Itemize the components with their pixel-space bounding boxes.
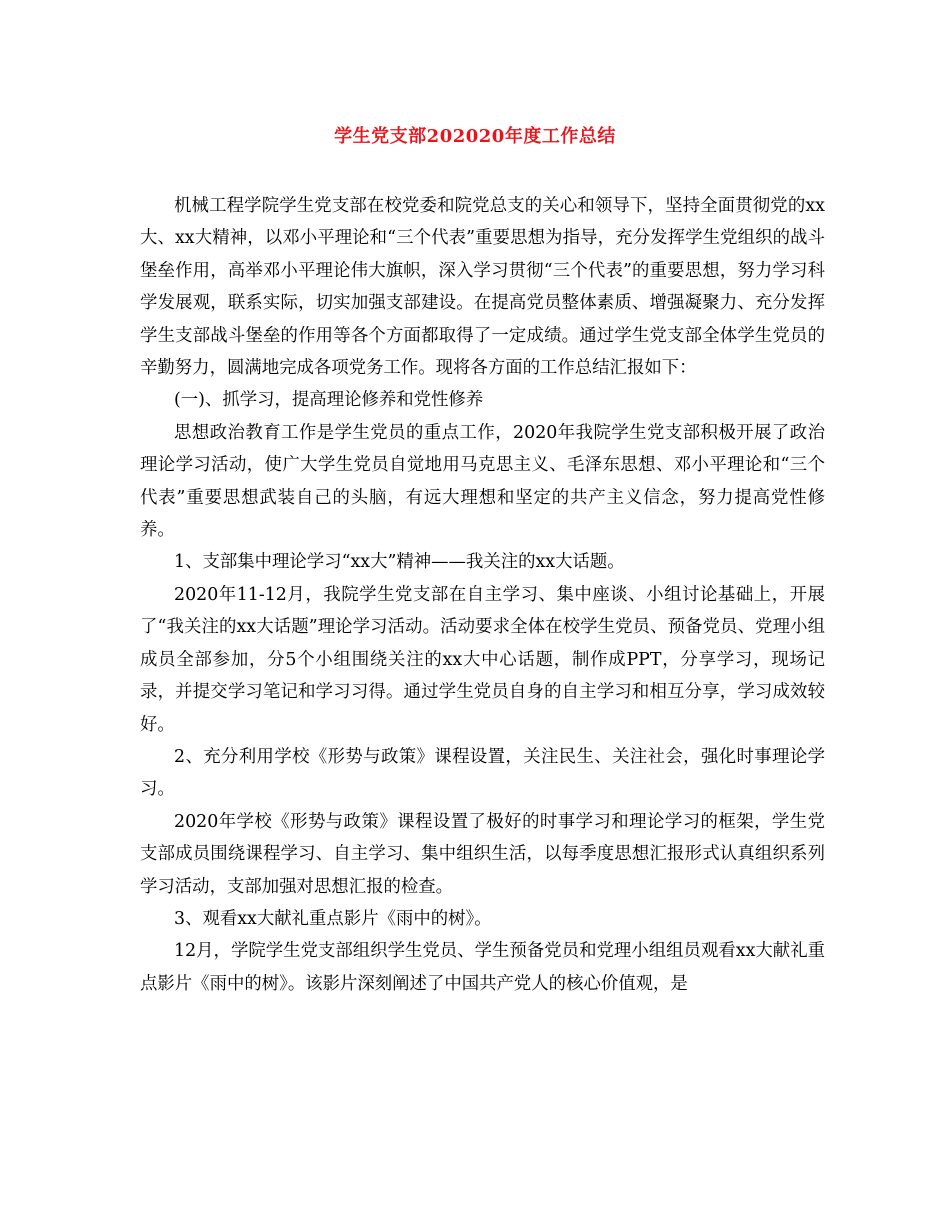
item-heading-2: 2、充分利用学校《形势与政策》课程设置，关注民生、关注社会，强化时事理论学习。 — [140, 746, 825, 800]
paragraph-item-2: 2020年学校《形势与政策》课程设置了极好的时事学习和理论学习的框架，学生党支部成员围绕课程学习、自主学习、集中组织生活，以每季度思想汇报形式认真组织系列学习活动，支部加强对思想汇报的检查。 — [140, 811, 825, 897]
item-heading-1: 1、支部集中理论学习“xx大”精神——我关注的xx大话题。 — [174, 552, 625, 573]
document-title: 学生党支部202020年度工作总结 — [334, 126, 616, 147]
paragraph-political-education: 思想政治教育工作是学生党员的重点工作，2020年我院学生党支部积极开展了政治理论学习活动，使广大学生党员自觉地用马克思主义、毛泽东思想、邓小平理论和“三个代表”重要思想武装自己的头脑，有远大理想和坚定的共产主义信念，努力提高党性修养。 — [140, 422, 825, 541]
document-body — [140, 190, 825, 1000]
paragraph-item-3: 12月，学院学生党支部组织学生党员、学生预备党员和党理小组组员观看xx大献礼重点影片《雨中的树》。该影片深刻阐述了中国共产党人的核心价值观，是 — [140, 941, 825, 994]
item-heading-3: 3、观看xx大献礼重点影片《雨中的树》。 — [174, 908, 492, 929]
section-heading-study: (一)、抓学习，提高理论修养和党性修养 — [174, 390, 484, 411]
paragraph-item-1: 2020年11-12月，我院学生党支部在自主学习、集中座谈、小组讨论基础上，开展了“我关注的xx大话题”理论学习活动。活动要求全体在校学生党员、预备党员、党理小组成员全部参加，分5个小组围绕关注的xx大中心话题，制作成PPT，分享学习，现场记录，并提交学习笔记和学习习得。通过学生党员自身的自主学习和相互分享，学习成效较好。 — [140, 584, 825, 735]
paragraph-intro: 机械工程学院学生党支部在校党委和院党总支的关心和领导下，坚持全面贯彻党的xx大、xx大精神，以邓小平理论和“三个代表”重要思想为指导，充分发挥学生党组织的战斗堡垒作用，高举邓小平理论伟大旗帜，深入学习贯彻“三个代表”的重要思想，努力学习科学发展观，联系实际，切实加强支部建设。在提高党员整体素质、增强凝聚力、充分发挥学生支部战斗堡垒的作用等各个方面都取得了一定成绩。通过学生党支部全体学生党员的辛勤努力，圆满地完成各项党务工作。现将各方面的工作总结汇报如下： — [140, 196, 825, 379]
